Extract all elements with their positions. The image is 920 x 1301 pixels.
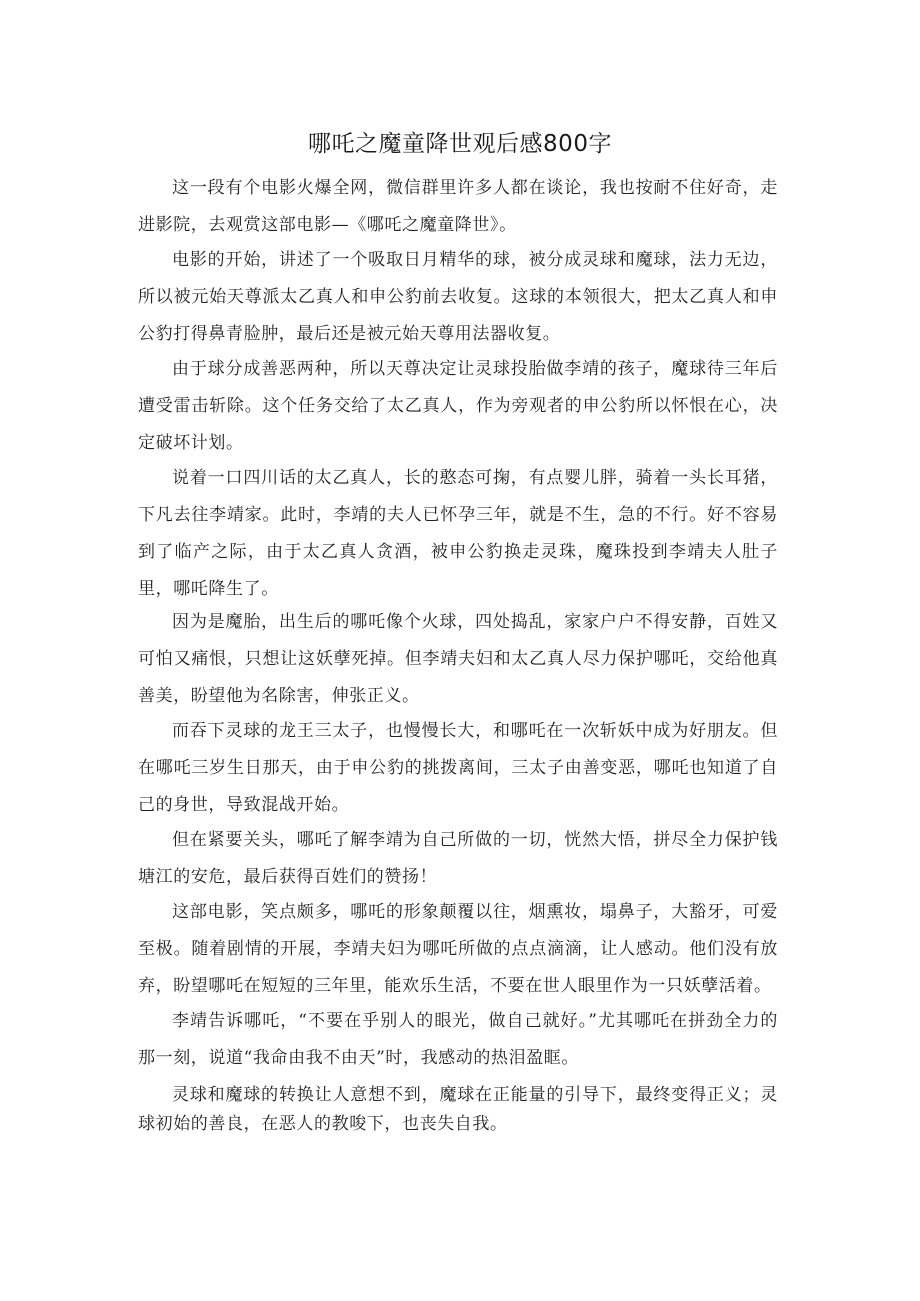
paragraph-1: 这一段有个电影火爆全网，微信群里许多人都在谈论，我也按耐不住好奇，走进影院，去观赏这部电影—《哪吒之魔童降世》。 xyxy=(138,178,778,235)
paragraph-7: 但在紧要关头，哪吒了解李靖为自己所做的一切，恍然大悟，拼尽全力保护钱塘江的安危，最后获得百姓们的赞扬！ xyxy=(138,830,778,887)
paragraph-3: 由于球分成善恶两种，所以天尊决定让灵球投胎做李靖的孩子，魔球待三年后遭受雷击斩除。这个任务交给了太乙真人，作为旁观者的申公豹所以怀恨在心，决定破坏计划。 xyxy=(138,359,778,453)
paragraph-2: 电影的开始，讲述了一个吸取日月精华的球，被分成灵球和魔球，法力无边，所以被元始天尊派太乙真人和申公豹前去收复。这球的本领很大，把太乙真人和申公豹打得鼻青脸肿，最后还是被元始天尊用法器收复。 xyxy=(138,250,778,344)
document-title: 哪吒之魔童降世观后感800字 xyxy=(308,131,612,157)
paragraph-6: 而吞下灵球的龙王三太子，也慢慢长大，和哪吒在一次斩妖中成为好朋友。但在哪吒三岁生日那天，由于申公豹的挑拨离间，三太子由善变恶，哪吒也知道了自己的身世，导致混战开始。 xyxy=(138,721,778,815)
paragraph-9: 李靖告诉哪吒，“不要在乎别人的眼光，做自己就好。”尤其哪吒在拼劲全力的那一刻，说道“我命由我不由天”时，我感动的热泪盈眶。 xyxy=(138,1011,778,1068)
paragraph-4: 说着一口四川话的太乙真人，长的憨态可掬，有点婴儿胖，骑着一头长耳猪，下凡去往李靖家。此时，李靖的夫人已怀孕三年，就是不生，急的不行。好不容易到了临产之际，由于太乙真人贪酒，被申公豹换走灵珠，魔珠投到李靖夫人肚子里，哪吒降生了。 xyxy=(138,468,778,599)
paragraph-10: 灵球和魔球的转换让人意想不到，魔球在正能量的引导下，最终变得正义；灵球初始的善良，在恶人的教唆下，也丧失自我。 xyxy=(138,1085,778,1134)
paragraph-8: 这部电影，笑点颇多，哪吒的形象颠覆以往，烟熏妆，塌鼻子，大豁牙，可爱至极。随着剧情的开展，李靖夫妇为哪吒所做的点点滴滴，让人感动。他们没有放弃，盼望哪吒在短短的三年里，能欢乐生活，不要在世人眼里作为一只妖孽活着。 xyxy=(138,902,778,996)
paragraph-5: 因为是魔胎，出生后的哪吒像个火球，四处捣乱，家家户户不得安静，百姓又可怕又痛恨，只想让这妖孽死掉。但李靖夫妇和太乙真人尽力保护哪吒，交给他真善美，盼望他为名除害，伸张正义。 xyxy=(138,612,778,706)
